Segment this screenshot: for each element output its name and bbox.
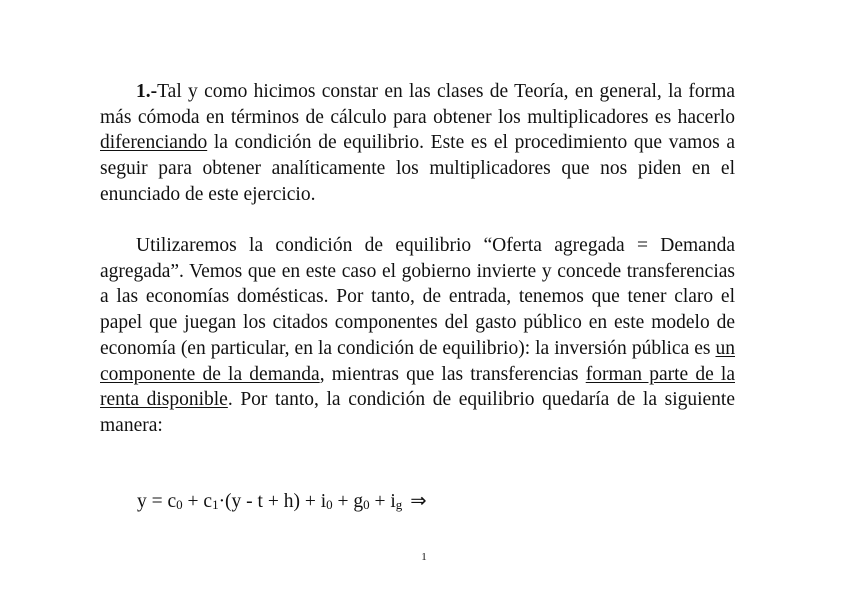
- paragraph-1-text-b: la condición de equilibrio. Este es el procedimiento que vamos a seguir para obtener analíticamente los multiplicadores que nos piden en el enunciado de este ejercicio.: [100, 132, 735, 205]
- eq-part-c: ·(y - t + h) + i: [218, 491, 327, 512]
- underlined-diferenciando: diferenciando: [100, 132, 208, 154]
- paragraph-1: [100, 79, 735, 208]
- underlined-componente-demanda: un componente de la demanda: [100, 337, 735, 385]
- paragraph-2-text-c: . Por tanto, la condición de equilibrio quedaría de la siguiente manera:: [100, 389, 736, 436]
- paragraph-2-text-a: Utilizaremos la condición de equilibrio “Oferta agregada = Demanda agregada”. Vemos que en este caso el gobierno invierte y concede transferencias a las economías domésticas. Por tanto, de entrada, tenemos que tener claro el papel que juegan los citados componentes del gasto público en este modelo de economía (en particular, en la condición de equilibrio): la inversión pública es: [100, 235, 735, 359]
- eq-sub-g0: 0: [363, 497, 370, 512]
- eq-sub-i0: 0: [326, 497, 333, 512]
- underlined-renta-disponible: forman parte de la renta disponible: [100, 363, 735, 411]
- eq-part-d: + g: [332, 491, 364, 512]
- eq-sub-c1: 1: [212, 497, 219, 512]
- eq-sub-ig: g: [395, 497, 403, 512]
- paragraph-2-text-b: , mientras que las transferencias: [319, 363, 586, 385]
- eq-part-b: + c: [182, 491, 213, 512]
- paragraph-1-text-a: Tal y como hicimos constar en las clases de Teoría, en general, la forma más cómoda en términos de cálculo para obtener los multiplicadores es hacerlo: [100, 81, 735, 128]
- equilibrium-equation: [137, 489, 427, 513]
- eq-sub-c0: 0: [176, 497, 183, 512]
- exercise-number: 1.-: [136, 81, 158, 102]
- paragraph-2: [100, 233, 735, 439]
- eq-part-a: y = c: [137, 491, 177, 512]
- page-number: 1: [421, 551, 427, 563]
- eq-part-e: + i: [369, 491, 396, 512]
- implies-arrow-icon: ⇒: [410, 491, 427, 512]
